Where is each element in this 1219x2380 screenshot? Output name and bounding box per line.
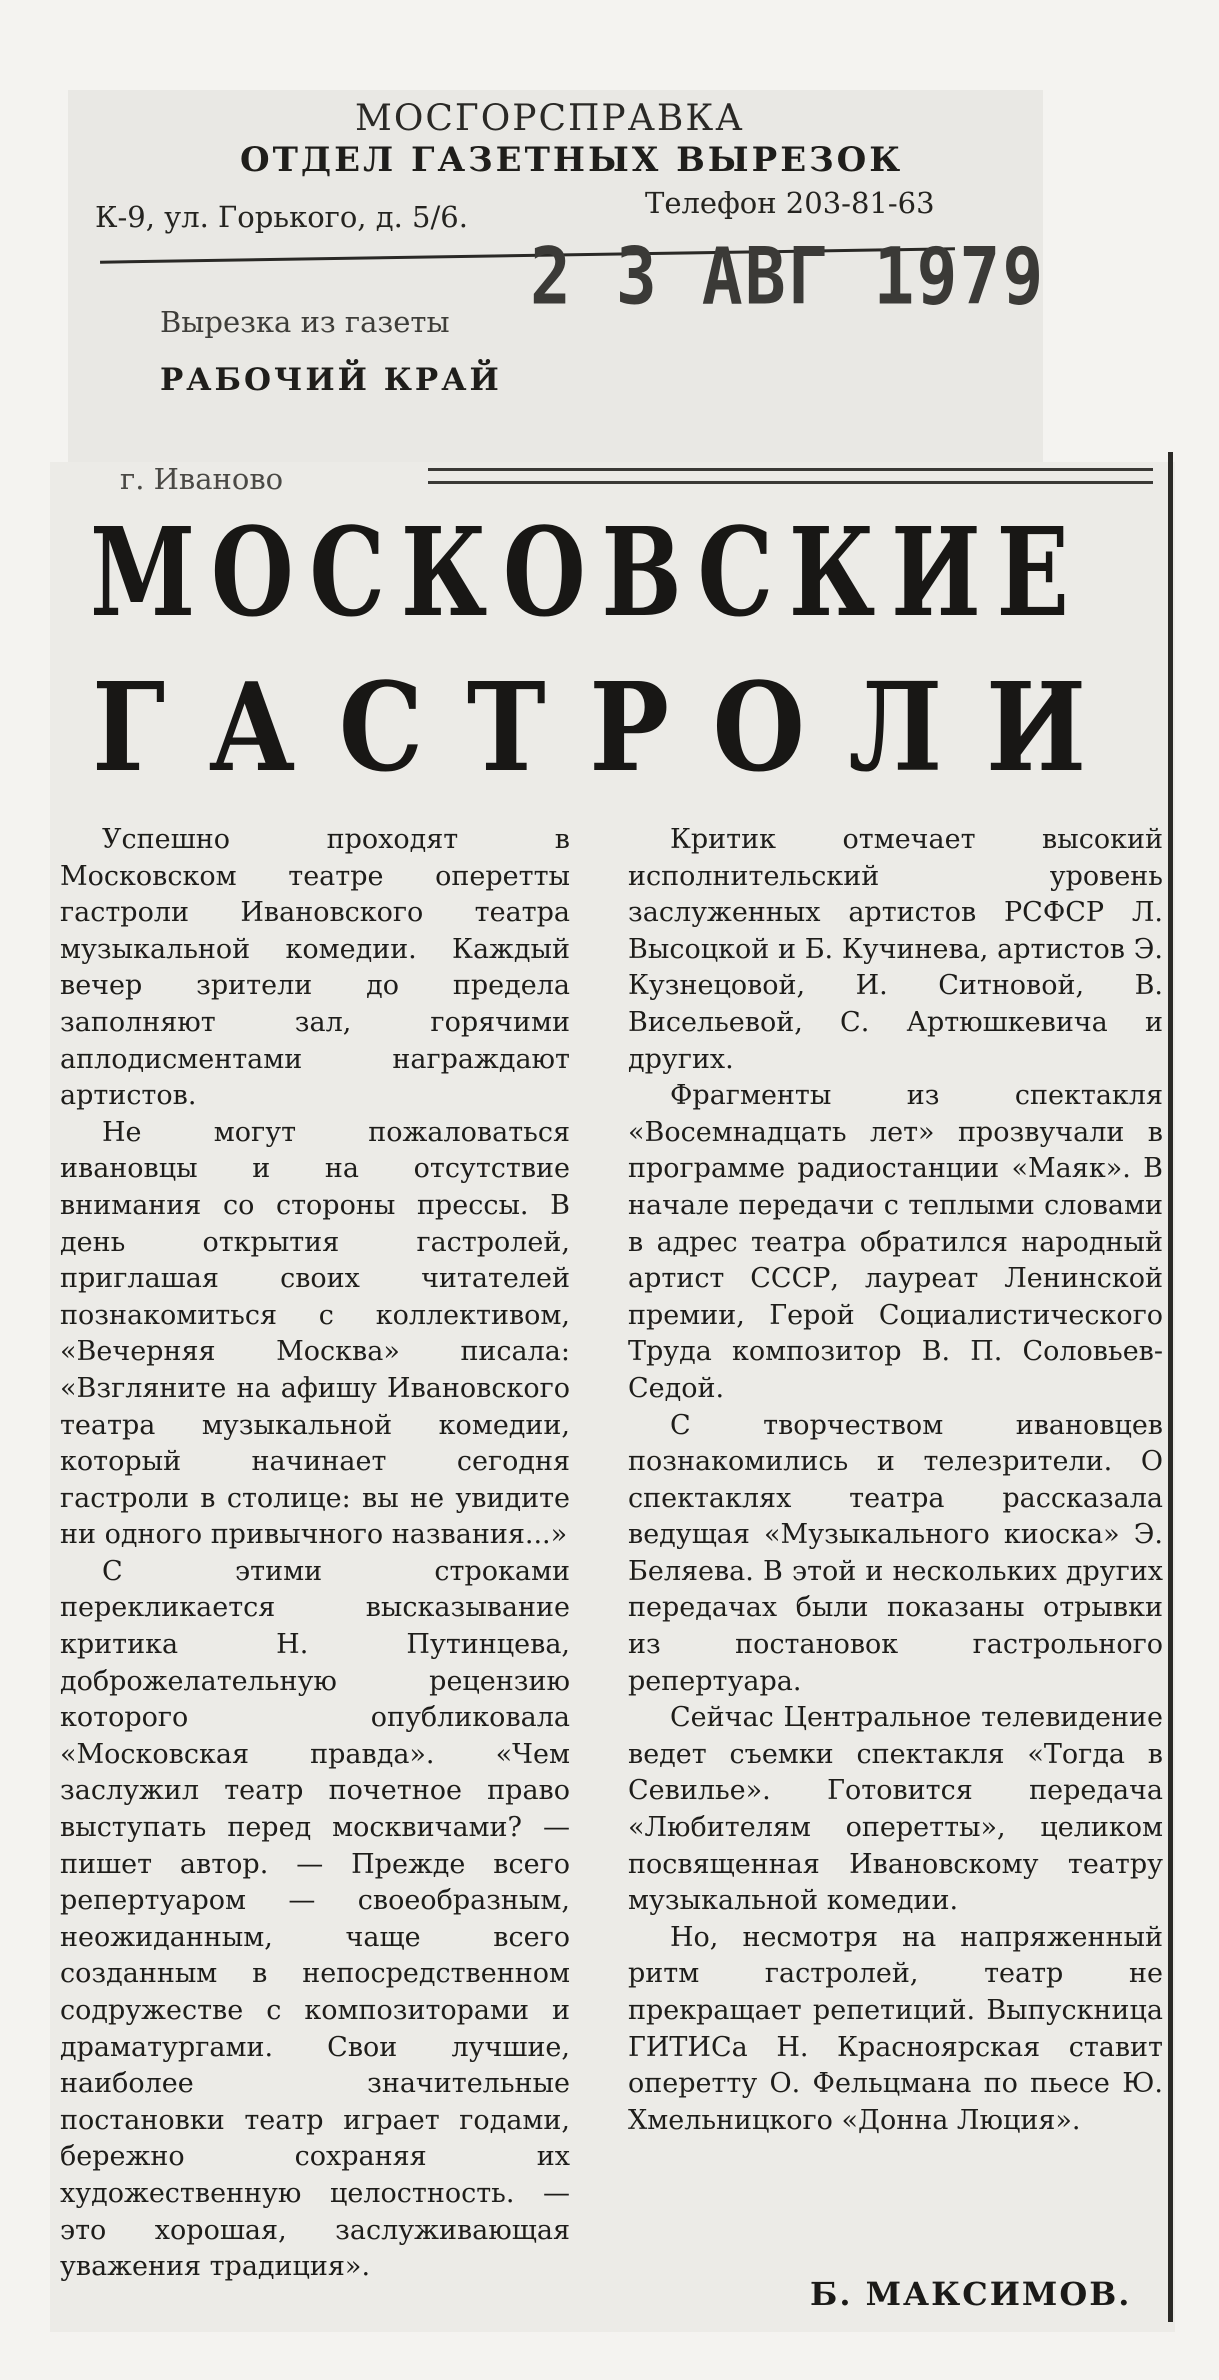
article-column-left bbox=[60, 822, 570, 2286]
newspaper-name: РАБОЧИЙ КРАЙ bbox=[160, 362, 502, 398]
clip-from-label: Вырезка из газеты bbox=[160, 305, 450, 339]
paragraph: С этими строками перекликается высказывание критика Н. Путинцева, доброжелательную рецензию которого опубликовала «Московская правда». «Чем заслужил театр почетное право выступать перед москвичами? — пишет автор. — Прежде всего репертуаром — своеобразным, неожиданным, чаще всего созданным в непосредственном содружестве с композиторами и драматургами. Свои лучшие, наиболее значительные постановки театр играет годами, бережно сохраняя их художественную целостность. — это хорошая, заслуживающая уважения традиция». bbox=[60, 1555, 570, 2283]
paragraph: Сейчас Центральное телевидение ведет съемки спектакля «Тогда в Севилье». Готовится передача «Любителям оперетты», целиком посвященная Ивановскому театру музыкальной комедии. bbox=[628, 1702, 1163, 1917]
headline-line-2: ГАСТРОЛИ bbox=[92, 655, 1130, 799]
department-name: ОТДЕЛ ГАЗЕТНЫХ ВЫРЕЗОК bbox=[240, 140, 904, 180]
org-name: МОСГОРСПРАВКА bbox=[355, 98, 745, 139]
paragraph: С творчеством ивановцев познакомились и телезрители. О спектаклях театра рассказала ведущая «Музыкального киоска» Э. Беляева. В этой и нескольких других передачах были показаны отрывки из постановок гастрольного репертуара. bbox=[628, 1409, 1163, 1697]
phone-number: Телефон 203-81-63 bbox=[645, 186, 935, 220]
paragraph: Не могут пожаловаться ивановцы и на отсутствие внимания со стороны прессы. В день открытия гастролей, приглашая своих читателей познакомиться с коллективом, «Вечерняя Москва» писала: «Взгляните на афишу Ивановского театра музыкальной комедии, который начинает сегодня гастроли в столице: вы не увидите ни одного привычного названия...» bbox=[60, 1116, 570, 1551]
article-column-right bbox=[628, 822, 1163, 2139]
paragraph: Успешно проходят в Московском театре оперетты гастроли Ивановского театра музыкальной комедии. Каждый вечер зрители до предела заполняют зал, горячими аплодисментами награждают артистов. bbox=[60, 824, 570, 1112]
paragraph: Критик отмечает высокий исполнительский уровень заслуженных артистов РСФСР Л. Высоцкой и Б. Кучинева, артистов Э. Кузнецовой, И. Ситновой, В. Висельевой, С. Артюшкевича и других. bbox=[628, 824, 1163, 1075]
author-signature: Б. МАКСИМОВ. bbox=[810, 2275, 1132, 2313]
address: К-9, ул. Горького, д. 5/6. bbox=[95, 200, 468, 234]
dateline-city: г. Иваново bbox=[120, 462, 284, 496]
headline-line-1: МОСКОВСКИЕ bbox=[90, 500, 1085, 644]
column-edge-rule bbox=[1168, 452, 1173, 2322]
date-stamp: 2 3 АВГ 1979 bbox=[530, 232, 1046, 323]
paragraph: Но, несмотря на напряженный ритм гастролей, театр не прекращает репетиций. Выпускница ГИТИСа Н. Красноярская ставит оперетту О. Фельцмана по пьесе Ю. Хмельницкого «Донна Люция». bbox=[628, 1921, 1163, 2136]
dateline-rule bbox=[428, 468, 1153, 484]
paragraph: Фрагменты из спектакля «Восемнадцать лет» прозвучали в программе радиостанции «Маяк». В начале передачи с теплыми словами в адрес театра обратился народный артист СССР, лауреат Ленинской премии, Герой Социалистического Труда композитор В. П. Соловьев-Седой. bbox=[628, 1080, 1163, 1404]
